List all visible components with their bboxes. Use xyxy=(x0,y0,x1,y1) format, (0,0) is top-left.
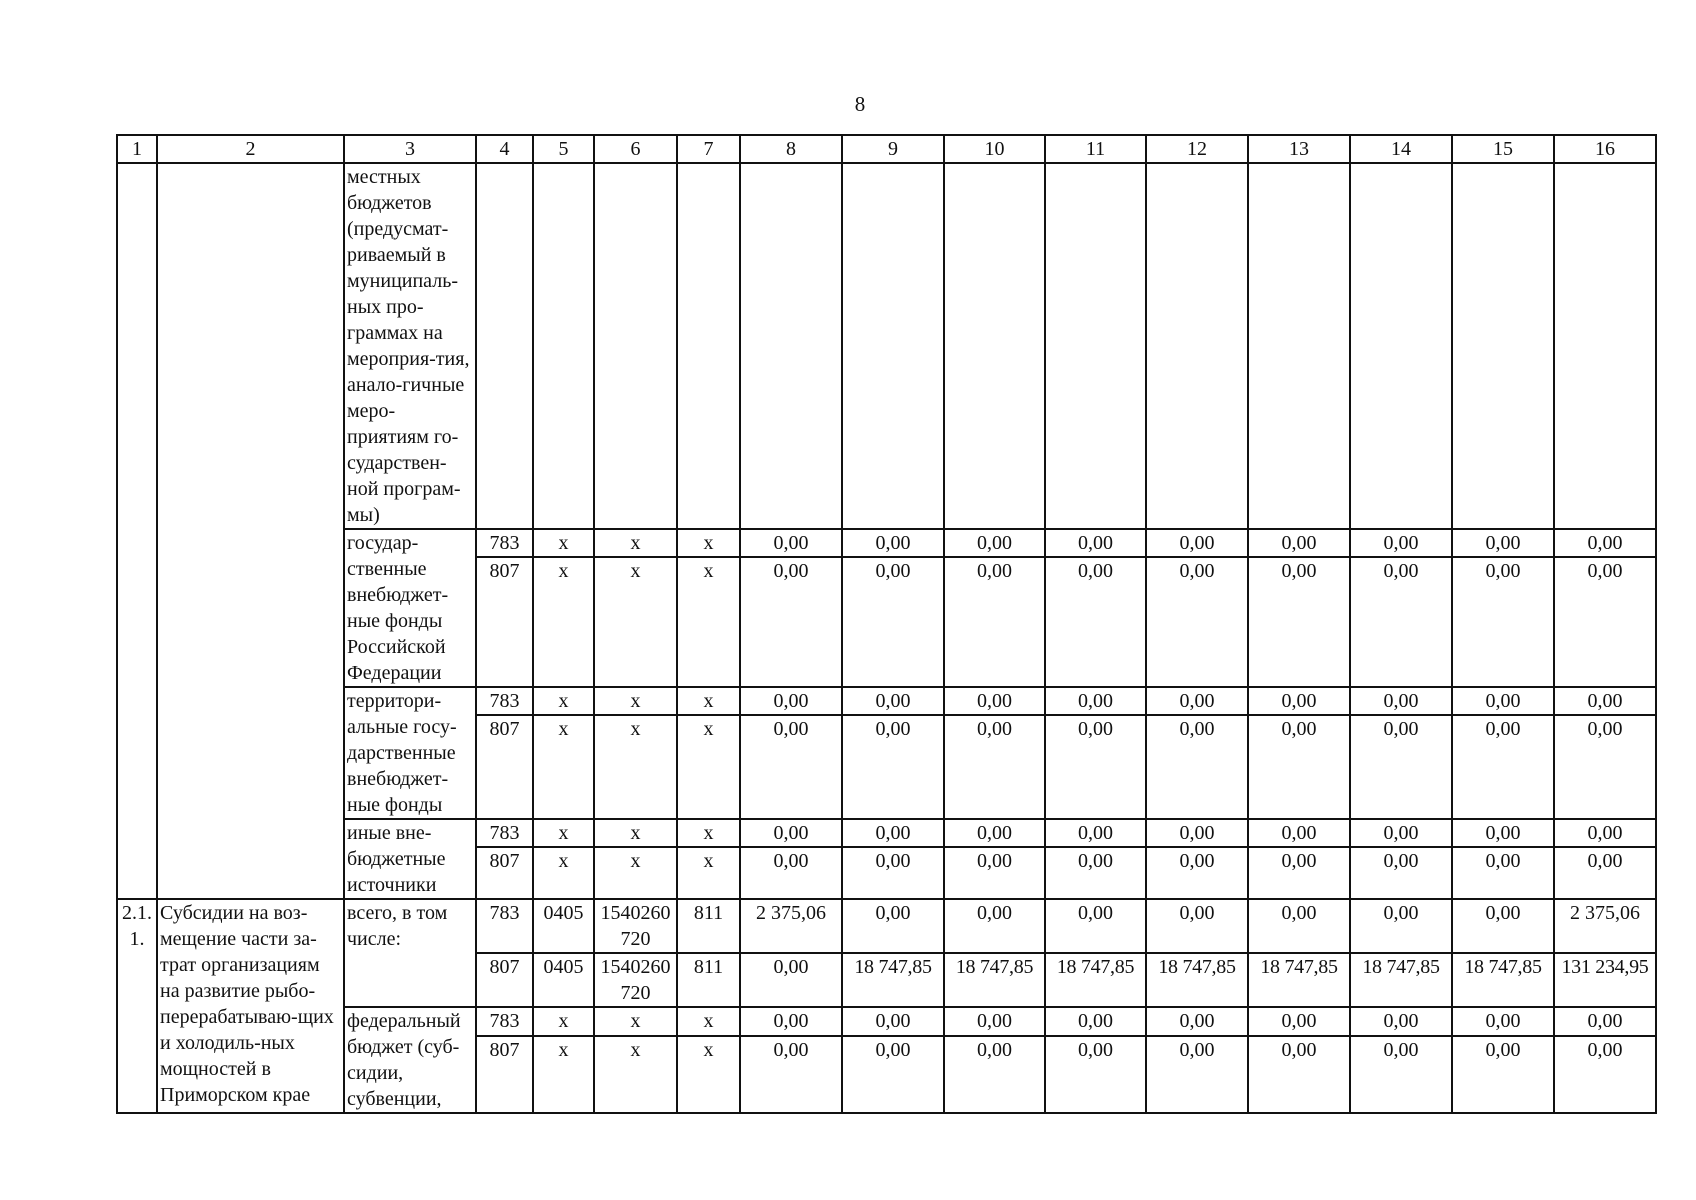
cell-c6: x xyxy=(594,847,677,899)
value-cell: 0,00 xyxy=(1350,557,1452,687)
value-cell: 0,00 xyxy=(944,715,1045,819)
empty-cell xyxy=(1452,163,1554,529)
value-cell: 0,00 xyxy=(944,819,1045,847)
value-cell: 0,00 xyxy=(1452,1036,1554,1113)
value-cell: 0,00 xyxy=(1045,899,1146,953)
value-cell: 131 234,95 xyxy=(1554,953,1656,1007)
value-cell: 0,00 xyxy=(1248,819,1350,847)
value-cell: 0,00 xyxy=(1452,847,1554,899)
value-cell: 0,00 xyxy=(740,1007,842,1036)
value-cell: 0,00 xyxy=(1045,715,1146,819)
empty-cell xyxy=(740,163,842,529)
empty-cell xyxy=(944,163,1045,529)
value-cell: 0,00 xyxy=(1045,687,1146,715)
budget-table xyxy=(116,134,1657,1114)
value-cell: 18 747,85 xyxy=(1045,953,1146,1007)
value-cell: 0,00 xyxy=(1452,819,1554,847)
value-cell: 0,00 xyxy=(1554,819,1656,847)
col-num-13: 13 xyxy=(1248,135,1350,163)
value-cell: 0,00 xyxy=(944,847,1045,899)
terrfund-783-row xyxy=(117,687,1656,715)
cell-c6: x xyxy=(594,715,677,819)
cell-c4: 807 xyxy=(476,715,533,819)
value-cell: 0,00 xyxy=(944,1007,1045,1036)
value-cell: 0,00 xyxy=(842,557,944,687)
value-cell: 0,00 xyxy=(842,819,944,847)
value-cell: 0,00 xyxy=(1045,1007,1146,1036)
value-cell: 18 747,85 xyxy=(1146,953,1248,1007)
value-cell: 0,00 xyxy=(1452,529,1554,557)
value-cell: 0,00 xyxy=(1350,715,1452,819)
value-cell: 0,00 xyxy=(842,847,944,899)
value-cell: 0,00 xyxy=(740,529,842,557)
value-cell: 2 375,06 xyxy=(1554,899,1656,953)
value-cell: 0,00 xyxy=(1350,1036,1452,1113)
col-num-4: 4 xyxy=(476,135,533,163)
col-num-2: 2 xyxy=(157,135,344,163)
cell-c4: 783 xyxy=(476,819,533,847)
value-cell: 0,00 xyxy=(1554,715,1656,819)
source-federal-budget: федеральный бюджет (суб-сидии, субвенции, xyxy=(344,1007,476,1113)
column-number-row xyxy=(117,135,1656,163)
value-cell: 0,00 xyxy=(1554,557,1656,687)
cell-c7: x xyxy=(677,819,740,847)
value-cell: 0,00 xyxy=(842,1036,944,1113)
value-cell: 0,00 xyxy=(1350,899,1452,953)
value-cell: 0,00 xyxy=(1350,529,1452,557)
cell-c7: x xyxy=(677,847,740,899)
cell-c7: x xyxy=(677,715,740,819)
cell-c7: x xyxy=(677,529,740,557)
source-state-funds: государ-ственные внебюджет-ные фонды Российской Федерации xyxy=(344,529,476,687)
cell-c7: x xyxy=(677,557,740,687)
cell-c5: x xyxy=(533,557,594,687)
value-cell: 0,00 xyxy=(1248,529,1350,557)
value-cell: 0,00 xyxy=(740,687,842,715)
cell-c4: 807 xyxy=(476,557,533,687)
empty-cell xyxy=(594,163,677,529)
cell-c6: x xyxy=(594,819,677,847)
empty-cell xyxy=(533,163,594,529)
value-cell: 0,00 xyxy=(944,687,1045,715)
blank-cell xyxy=(117,163,157,899)
cell-c5: 0405 xyxy=(533,899,594,953)
empty-cell xyxy=(677,163,740,529)
value-cell: 0,00 xyxy=(1452,715,1554,819)
value-cell: 0,00 xyxy=(1350,819,1452,847)
source-other-sources: иные вне-бюджетные источники xyxy=(344,819,476,899)
page-number: 8 xyxy=(854,92,866,116)
value-cell: 0,00 xyxy=(740,819,842,847)
value-cell: 0,00 xyxy=(740,1036,842,1113)
empty-cell xyxy=(1045,163,1146,529)
local-budget-row xyxy=(117,163,1656,529)
value-cell: 0,00 xyxy=(944,529,1045,557)
cell-c4: 783 xyxy=(476,529,533,557)
source-territorial-funds: территори-альные госу-дарственные внебюджет-ные фонды xyxy=(344,687,476,819)
value-cell: 0,00 xyxy=(1146,529,1248,557)
value-cell: 0,00 xyxy=(1452,557,1554,687)
value-cell: 0,00 xyxy=(1045,529,1146,557)
cell-c5: x xyxy=(533,819,594,847)
value-cell: 0,00 xyxy=(1350,847,1452,899)
value-cell: 18 747,85 xyxy=(842,953,944,1007)
cell-c6: 1540260720 xyxy=(594,953,677,1007)
cell-c4: 807 xyxy=(476,1036,533,1113)
cell-c4: 783 xyxy=(476,1007,533,1036)
value-cell: 0,00 xyxy=(1248,687,1350,715)
col-num-10: 10 xyxy=(944,135,1045,163)
col-num-6: 6 xyxy=(594,135,677,163)
cell-c6: 1540260720 xyxy=(594,899,677,953)
value-cell: 0,00 xyxy=(1248,1007,1350,1036)
source-total: всего, в том числе: xyxy=(344,899,476,1007)
empty-cell xyxy=(1350,163,1452,529)
cell-c5: 0405 xyxy=(533,953,594,1007)
value-cell: 0,00 xyxy=(1146,557,1248,687)
item-number: 2.1.1. xyxy=(117,899,157,1113)
col-num-5: 5 xyxy=(533,135,594,163)
value-cell: 0,00 xyxy=(842,715,944,819)
value-cell: 0,00 xyxy=(1248,847,1350,899)
cell-c4: 807 xyxy=(476,847,533,899)
item-total-783-row xyxy=(117,899,1656,953)
value-cell: 0,00 xyxy=(1146,899,1248,953)
cell-c7: x xyxy=(677,1036,740,1113)
value-cell: 0,00 xyxy=(1554,529,1656,557)
value-cell: 18 747,85 xyxy=(944,953,1045,1007)
cell-c7: 811 xyxy=(677,953,740,1007)
cell-c6: x xyxy=(594,529,677,557)
value-cell: 2 375,06 xyxy=(740,899,842,953)
value-cell: 0,00 xyxy=(842,529,944,557)
value-cell: 0,00 xyxy=(1045,847,1146,899)
value-cell: 0,00 xyxy=(944,557,1045,687)
value-cell: 0,00 xyxy=(1045,557,1146,687)
col-num-15: 15 xyxy=(1452,135,1554,163)
value-cell: 0,00 xyxy=(1146,715,1248,819)
cell-c6: x xyxy=(594,1007,677,1036)
value-cell: 0,00 xyxy=(1554,1007,1656,1036)
value-cell: 0,00 xyxy=(1045,819,1146,847)
cell-c5: x xyxy=(533,687,594,715)
value-cell: 0,00 xyxy=(740,715,842,819)
value-cell: 0,00 xyxy=(1248,715,1350,819)
cell-c7: x xyxy=(677,1007,740,1036)
value-cell: 0,00 xyxy=(1248,557,1350,687)
federal-783-row xyxy=(117,1007,1656,1036)
cell-c5: x xyxy=(533,847,594,899)
cell-c5: x xyxy=(533,1036,594,1113)
value-cell: 0,00 xyxy=(842,1007,944,1036)
col-num-11: 11 xyxy=(1045,135,1146,163)
value-cell: 0,00 xyxy=(1452,899,1554,953)
col-num-1: 1 xyxy=(117,135,157,163)
col-num-12: 12 xyxy=(1146,135,1248,163)
cell-c7: 811 xyxy=(677,899,740,953)
value-cell: 0,00 xyxy=(1350,687,1452,715)
cell-c6: x xyxy=(594,687,677,715)
cell-c5: x xyxy=(533,1007,594,1036)
value-cell: 18 747,85 xyxy=(1452,953,1554,1007)
cell-c4: 783 xyxy=(476,687,533,715)
value-cell: 0,00 xyxy=(740,557,842,687)
col-num-9: 9 xyxy=(842,135,944,163)
value-cell: 0,00 xyxy=(944,1036,1045,1113)
col-num-7: 7 xyxy=(677,135,740,163)
cell-c7: x xyxy=(677,687,740,715)
cell-c6: x xyxy=(594,1036,677,1113)
item-name: Субсидии на воз-мещение части за-трат организациям на развитие рыбо-перерабатываю-щих и холодиль-ных мощностей в Приморском крае xyxy=(157,899,344,1113)
value-cell: 0,00 xyxy=(1554,847,1656,899)
empty-cell xyxy=(1248,163,1350,529)
col-num-8: 8 xyxy=(740,135,842,163)
value-cell: 0,00 xyxy=(1248,1036,1350,1113)
empty-cell xyxy=(1146,163,1248,529)
cell-c4: 783 xyxy=(476,899,533,953)
cell-c4: 807 xyxy=(476,953,533,1007)
cell-c6: x xyxy=(594,557,677,687)
value-cell: 0,00 xyxy=(842,899,944,953)
value-cell: 0,00 xyxy=(1146,1036,1248,1113)
empty-cell xyxy=(1554,163,1656,529)
value-cell: 0,00 xyxy=(740,953,842,1007)
value-cell: 0,00 xyxy=(1146,687,1248,715)
value-cell: 0,00 xyxy=(944,899,1045,953)
value-cell: 0,00 xyxy=(1045,1036,1146,1113)
value-cell: 18 747,85 xyxy=(1350,953,1452,1007)
value-cell: 0,00 xyxy=(1452,1007,1554,1036)
col-num-16: 16 xyxy=(1554,135,1656,163)
empty-cell xyxy=(842,163,944,529)
value-cell: 0,00 xyxy=(1350,1007,1452,1036)
col-num-14: 14 xyxy=(1350,135,1452,163)
empty-cell xyxy=(476,163,533,529)
value-cell: 0,00 xyxy=(1554,1036,1656,1113)
value-cell: 0,00 xyxy=(740,847,842,899)
other-783-row xyxy=(117,819,1656,847)
value-cell: 0,00 xyxy=(1146,847,1248,899)
value-cell: 18 747,85 xyxy=(1248,953,1350,1007)
cell-c5: x xyxy=(533,529,594,557)
value-cell: 0,00 xyxy=(1248,899,1350,953)
value-cell: 0,00 xyxy=(1146,1007,1248,1036)
value-cell: 0,00 xyxy=(842,687,944,715)
value-cell: 0,00 xyxy=(1146,819,1248,847)
statefund-783-row xyxy=(117,529,1656,557)
source-local-budgets: местных бюджетов (предусмат-риваемый в муниципаль-ных про-граммах на мероприя-тия, анало-гичные меро-приятиям го-сударствен-ной програм-мы) xyxy=(344,163,476,529)
cell-c5: x xyxy=(533,715,594,819)
value-cell: 0,00 xyxy=(1554,687,1656,715)
col-num-3: 3 xyxy=(344,135,476,163)
value-cell: 0,00 xyxy=(1452,687,1554,715)
blank-cell xyxy=(157,163,344,899)
